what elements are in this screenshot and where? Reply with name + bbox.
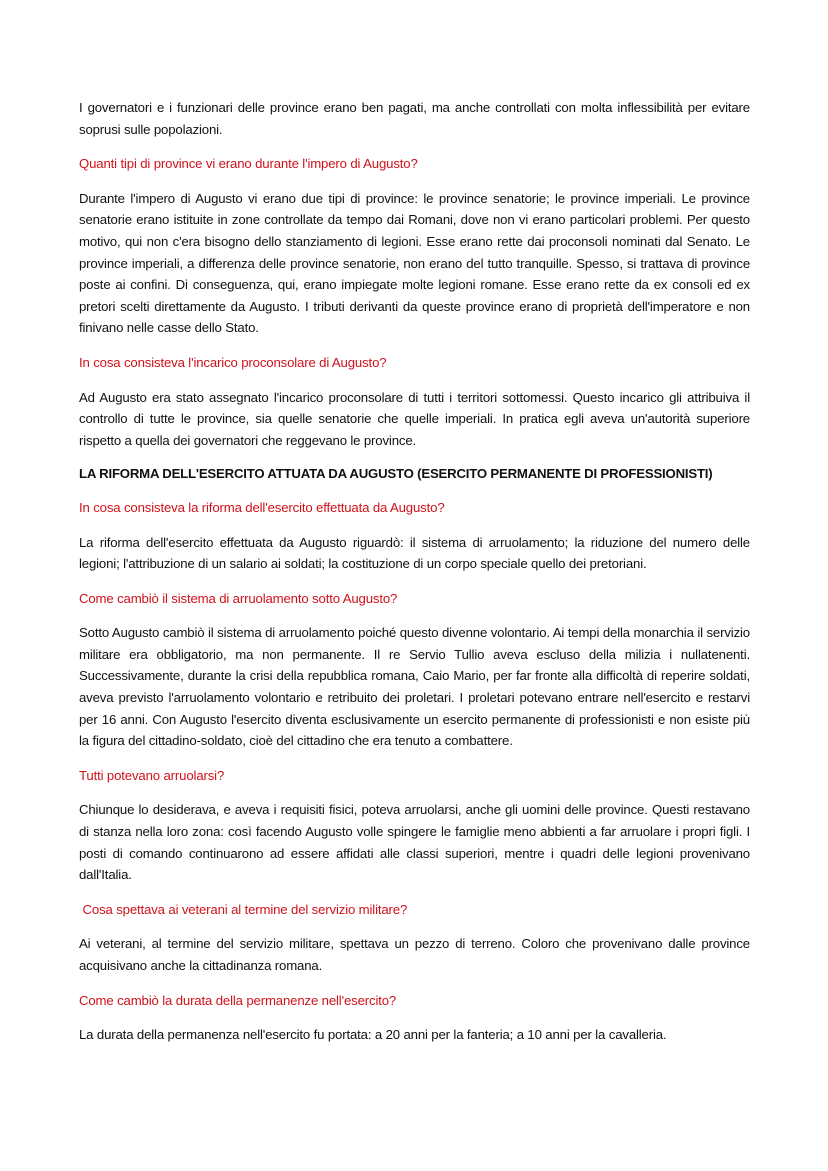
paragraph-province-types: Durante l'impero di Augusto vi erano due tipi di province: le province senatorie; le province imperiali. Le province senatorie erano istituite in zone controllate da tempo dai Romani, dove non vi erano particolari problemi. Per questo motivo, qui non c'era bisogno dello stanziamento di legioni. Esse erano rette dai proconsoli nominati dal Senato. Le province imperiali, a differenza delle province senatorie, non erano del tutto tranquille. Spesso, si trattava di province poste ai confini. Di conseguenza, qui, erano impiegate molte legioni romane. Esse erano rette da ex consoli ed ex pretori scelti direttamente da Augusto. I tributi derivanti da queste province erano di proprietà dell'imperatore e non finivano nelle casse dello Stato. — [79, 190, 750, 336]
spacer — [79, 485, 750, 497]
section-heading-army-reform: LA RIFORMA DELL'ESERCITO ATTUATA DA AUGUSTO (ESERCITO PERMANENTE DI PROFESSIONISTI) — [79, 466, 713, 482]
question-who-could-enlist: Tutti potevano arruolarsi? — [79, 767, 225, 783]
spacer — [79, 977, 750, 990]
spacer — [79, 451, 750, 463]
spacer — [79, 752, 750, 765]
question-veterans: Cosa spettava ai veterani al termine del servizio militare? — [79, 901, 408, 917]
question-province-types: Quanti tipi di province vi erano durante l'impero di Augusto? — [79, 156, 418, 172]
question-enlistment-system: Come cambiò il sistema di arruolamento sotto Augusto? — [79, 590, 398, 606]
spacer — [79, 175, 750, 188]
paragraph-veterans: Ai veterani, al termine del servizio militare, spettava un pezzo di terreno. Coloro che provenivano dalle province acquisivano anche la cittadinanza romana. — [79, 936, 750, 973]
spacer — [79, 374, 750, 387]
spacer — [79, 339, 750, 352]
paragraph-service-duration: La durata della permanenza nell'esercito fu portata: a 20 anni per la fanteria; a 10 anni per la cavalleria. — [79, 1027, 667, 1043]
spacer — [79, 1011, 750, 1024]
paragraph-proconsular-power: Ad Augusto era stato assegnato l'incarico proconsolare di tutti i territori sottomessi. Questo incarico gli attribuiva il controllo di tutte le province, sia quelle senatorie che quelle imperiali. In pratica egli aveva un'autorità superiore rispetto a quella dei governatori che reggevano le province. — [79, 389, 750, 448]
spacer — [79, 140, 750, 153]
paragraph-enlistment-system: Sotto Augusto cambiò il sistema di arruolamento poiché questo divenne volontario. Ai tempi della monarchia il servizio militare era obbligatorio, ma non permanente. Il re Servio Tullio aveva escluso della milizia i nullatenenti. Successivamente, durante la crisi della repubblica romana, Caio Mario, per far fronte alla difficoltà di reperire soldati, aveva previsto l'arruolamento volontario e retribuito dei proletari. I proletari potevano entrare nell'esercito e restarvi per 16 anni. Con Augusto l'esercito diventa esclusivamente un esercito permanente di professionisti e non esiste più la figura del cittadino-soldato, cioè del cittadino che era tenuto a combattere. — [79, 625, 750, 749]
paragraph-army-reform: La riforma dell'esercito effettuata da Augusto riguardò: il sistema di arruolamento; la riduzione del numero delle legioni; l'attribuzione di un salario ai soldati; la costituzione di un corpo speciale quello dei pretoriani. — [79, 534, 750, 572]
spacer — [79, 920, 750, 933]
spacer — [79, 519, 750, 532]
spacer — [79, 786, 750, 799]
paragraph-who-could-enlist: Chiunque lo desiderava, e aveva i requisiti fisici, poteva arruolarsi, anche gli uomini delle province. Questi restavano di stanza nella loro zona: così facendo Augusto volle spingere le famiglie meno abbienti a far arruolare i propri figli. I posti di comando continuarono ad essere affidati alle classi superiori, mentre i quadri delle legioni provenivano dall'Italia. — [79, 802, 750, 883]
spacer — [79, 609, 750, 622]
question-proconsular-power: In cosa consisteva l'incarico proconsolare di Augusto? — [79, 354, 387, 370]
spacer — [79, 575, 750, 588]
document-page — [79, 97, 750, 1046]
paragraph-governors-pay: I governatori e i funzionari delle province erano ben pagati, ma anche controllati con molta inflessibilità per evitare soprusi sulle popolazioni. — [79, 100, 750, 137]
question-service-duration: Come cambiò la durata della permanenze nell'esercito? — [79, 992, 397, 1008]
question-army-reform: In cosa consisteva la riforma dell'esercito effettuata da Augusto? — [79, 499, 445, 515]
spacer — [79, 886, 750, 899]
